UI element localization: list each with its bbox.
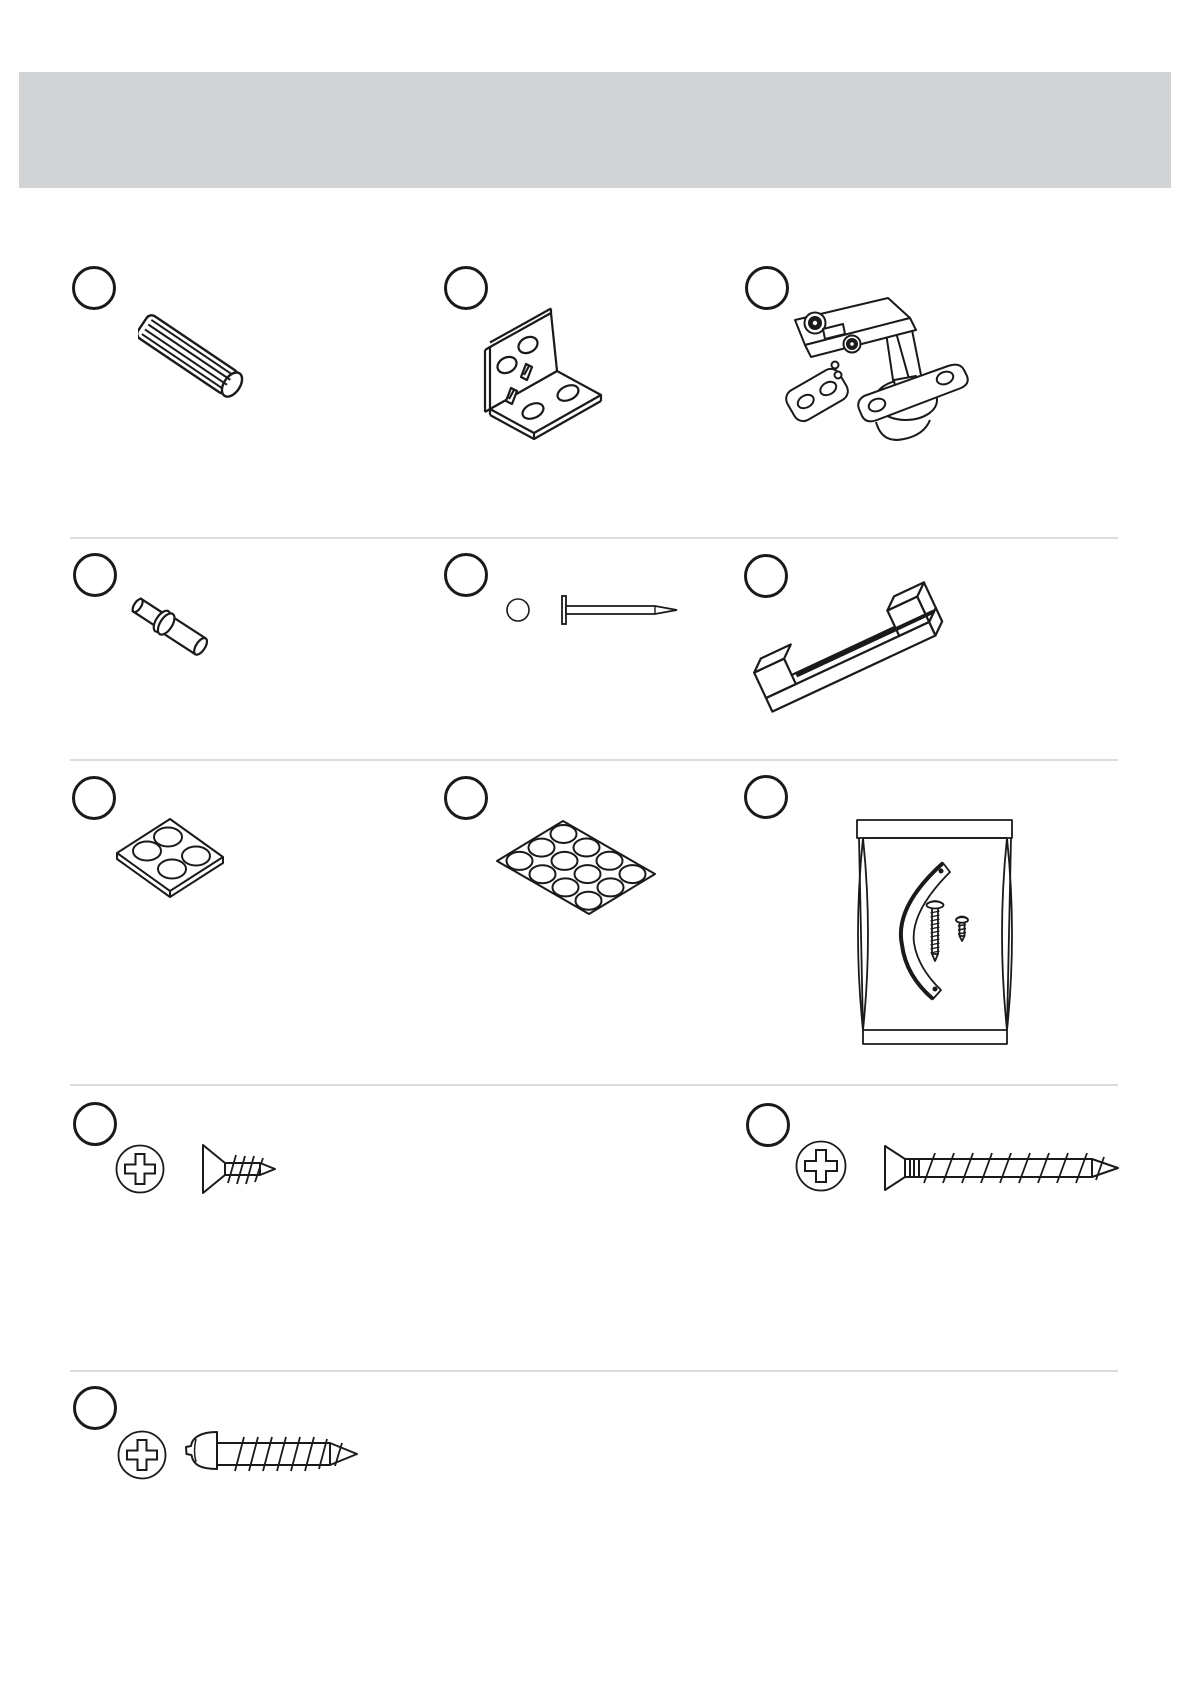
fluted-dowel-icon bbox=[138, 296, 268, 401]
row-divider bbox=[70, 1370, 1118, 1372]
row-divider bbox=[70, 537, 1118, 539]
bag-long-screw bbox=[927, 901, 944, 961]
bar-handle-icon bbox=[750, 578, 965, 728]
header-banner bbox=[19, 72, 1171, 188]
hardware-bag-icon bbox=[838, 808, 1033, 1053]
bag-short-screw bbox=[956, 917, 968, 942]
shelf-support-pin-icon bbox=[128, 583, 228, 668]
phillips-symbol-icon bbox=[119, 1432, 166, 1479]
pan-head-screw-icon bbox=[108, 1422, 373, 1492]
adhesive-pad-sheet-4-icon bbox=[100, 800, 240, 905]
adhesive-pad-sheet-12-icon bbox=[480, 808, 670, 923]
part-badge bbox=[73, 553, 117, 597]
nail-icon bbox=[468, 588, 698, 633]
row-divider bbox=[70, 759, 1118, 761]
phillips-symbol-icon bbox=[797, 1142, 846, 1191]
phillips-symbol-icon bbox=[117, 1146, 164, 1193]
part-badge bbox=[72, 266, 116, 310]
corner-bracket-icon bbox=[480, 300, 625, 445]
bag-header bbox=[857, 820, 1012, 838]
part-badge bbox=[744, 775, 788, 819]
flat-head-screw-short-icon bbox=[108, 1138, 293, 1204]
flat-head-screw-long-icon bbox=[740, 1130, 1135, 1206]
cabinet-hinge-icon bbox=[778, 278, 983, 456]
row-divider bbox=[70, 1084, 1118, 1086]
